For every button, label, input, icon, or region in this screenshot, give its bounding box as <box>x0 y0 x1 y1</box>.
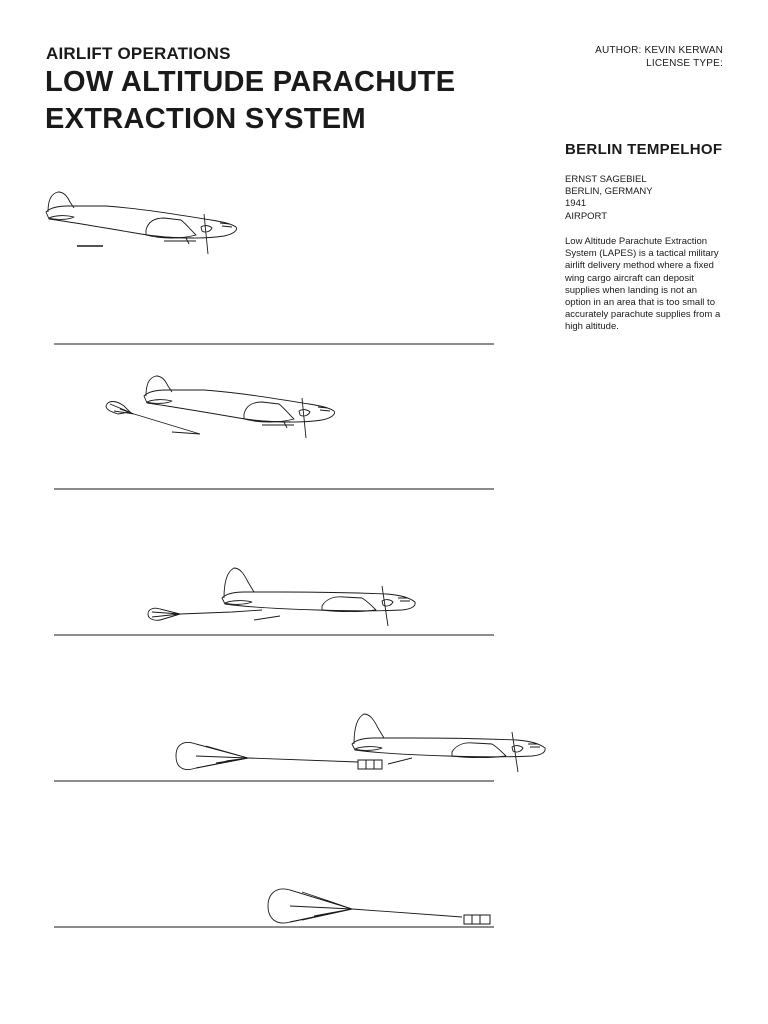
stage-3 <box>54 568 494 635</box>
section-subtitle: AIRLIFT OPERATIONS <box>46 44 231 63</box>
stage-4 <box>54 714 545 781</box>
sidebar-description: Low Altitude Parachute Extraction System (LAPES) is a tactical military airlift delivery method where a fixed wing cargo aircraft can deposit supplies when landing is not an option in an area that is too small to accurately parachute supplies from a high altitude. <box>565 236 721 333</box>
fact-type: AIRPORT <box>565 210 608 222</box>
stage-1 <box>46 192 494 344</box>
license-line: LICENSE TYPE: <box>646 57 723 69</box>
author-line: AUTHOR: KEVIN KERWAN <box>595 45 723 56</box>
stage-5 <box>54 889 494 927</box>
fact-year: 1941 <box>565 198 587 210</box>
sidebar-title: BERLIN TEMPELHOF <box>565 141 723 158</box>
cargo-pallet-5 <box>464 915 490 924</box>
extraction-parachute-5 <box>268 889 462 923</box>
fact-architect: ERNST SAGEBIEL <box>565 174 647 185</box>
extraction-parachute-3 <box>148 608 262 620</box>
page-title: LOW ALTITUDE PARACHUTE EXTRACTION SYSTEM <box>45 66 456 135</box>
extraction-parachute-4 <box>176 743 358 770</box>
cargo-pallet-4 <box>358 760 382 769</box>
extraction-parachute-2 <box>106 402 200 435</box>
stage-2 <box>54 376 494 489</box>
fact-location: BERLIN, GERMANY <box>565 186 653 198</box>
